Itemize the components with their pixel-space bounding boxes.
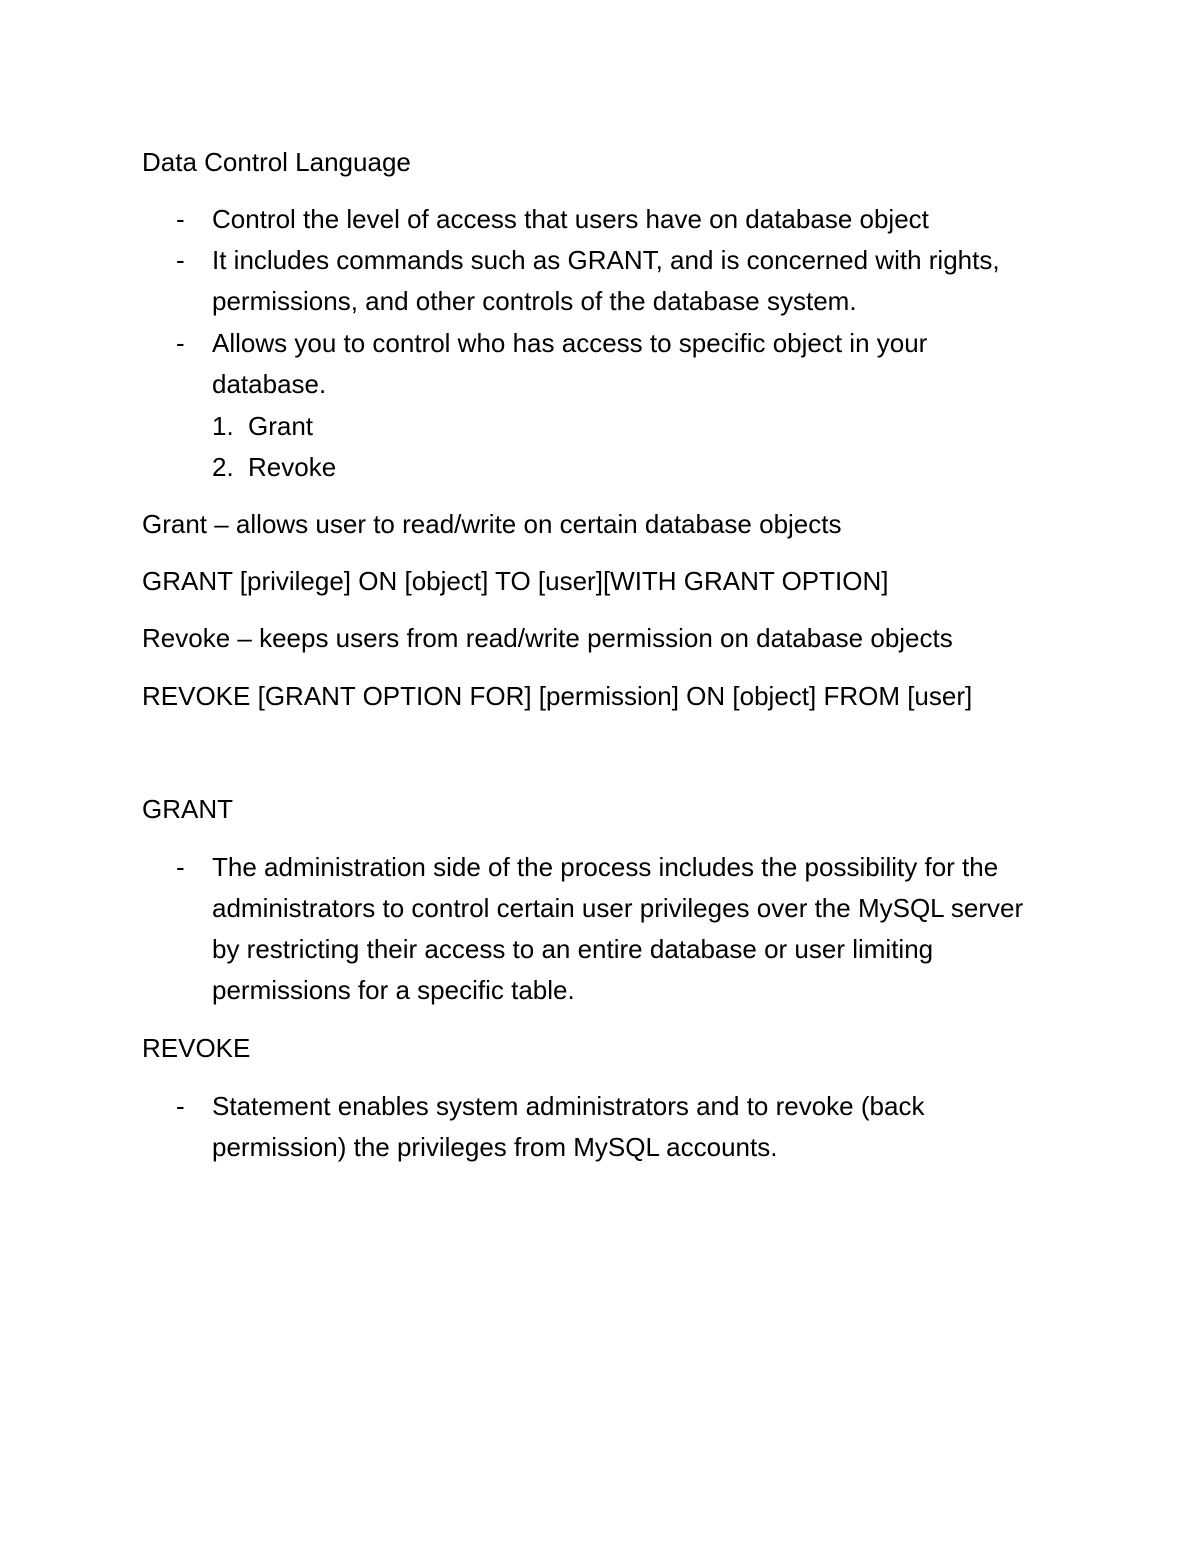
revoke-definition: Revoke – keeps users from read/write permission on database objects <box>142 623 953 653</box>
bullet-marker: - <box>176 328 185 358</box>
numbered-item-label: Grant <box>248 411 314 441</box>
bullet-item: It includes commands such as GRANT, and is concerned with rights, permissions, and other controls of the database system. <box>212 245 1000 316</box>
numbered-item-marker: 1. <box>212 411 234 441</box>
revoke-heading: REVOKE <box>142 1033 251 1063</box>
bullet-item: Statement enables system administrators and to revoke (back permission) the privileges from MySQL accounts. <box>212 1091 925 1162</box>
section-title: Data Control Language <box>142 147 411 177</box>
bullet-item: Control the level of access that users have on database object <box>212 204 929 234</box>
bullet-item: The administration side of the process includes the possibility for the administrators to control certain user privileges over the MySQL server by restricting their access to an entire database or user limiting permissions for a specific table. <box>212 852 1024 1005</box>
grant-heading: GRANT <box>142 794 233 824</box>
bullet-marker: - <box>176 245 185 275</box>
bullet-marker: - <box>176 1091 185 1121</box>
numbered-item-label: Revoke <box>248 452 337 482</box>
numbered-item-marker: 2. <box>212 452 234 482</box>
revoke-syntax: REVOKE [GRANT OPTION FOR] [permission] ON [object] FROM [user] <box>142 681 973 711</box>
grant-definition: Grant – allows user to read/write on certain database objects <box>142 509 842 539</box>
bullet-marker: - <box>176 852 185 882</box>
bullet-item: Allows you to control who has access to specific object in your database. <box>212 328 928 399</box>
bullet-marker: - <box>176 204 185 234</box>
grant-syntax: GRANT [privilege] ON [object] TO [user][WITH GRANT OPTION] <box>142 566 889 596</box>
